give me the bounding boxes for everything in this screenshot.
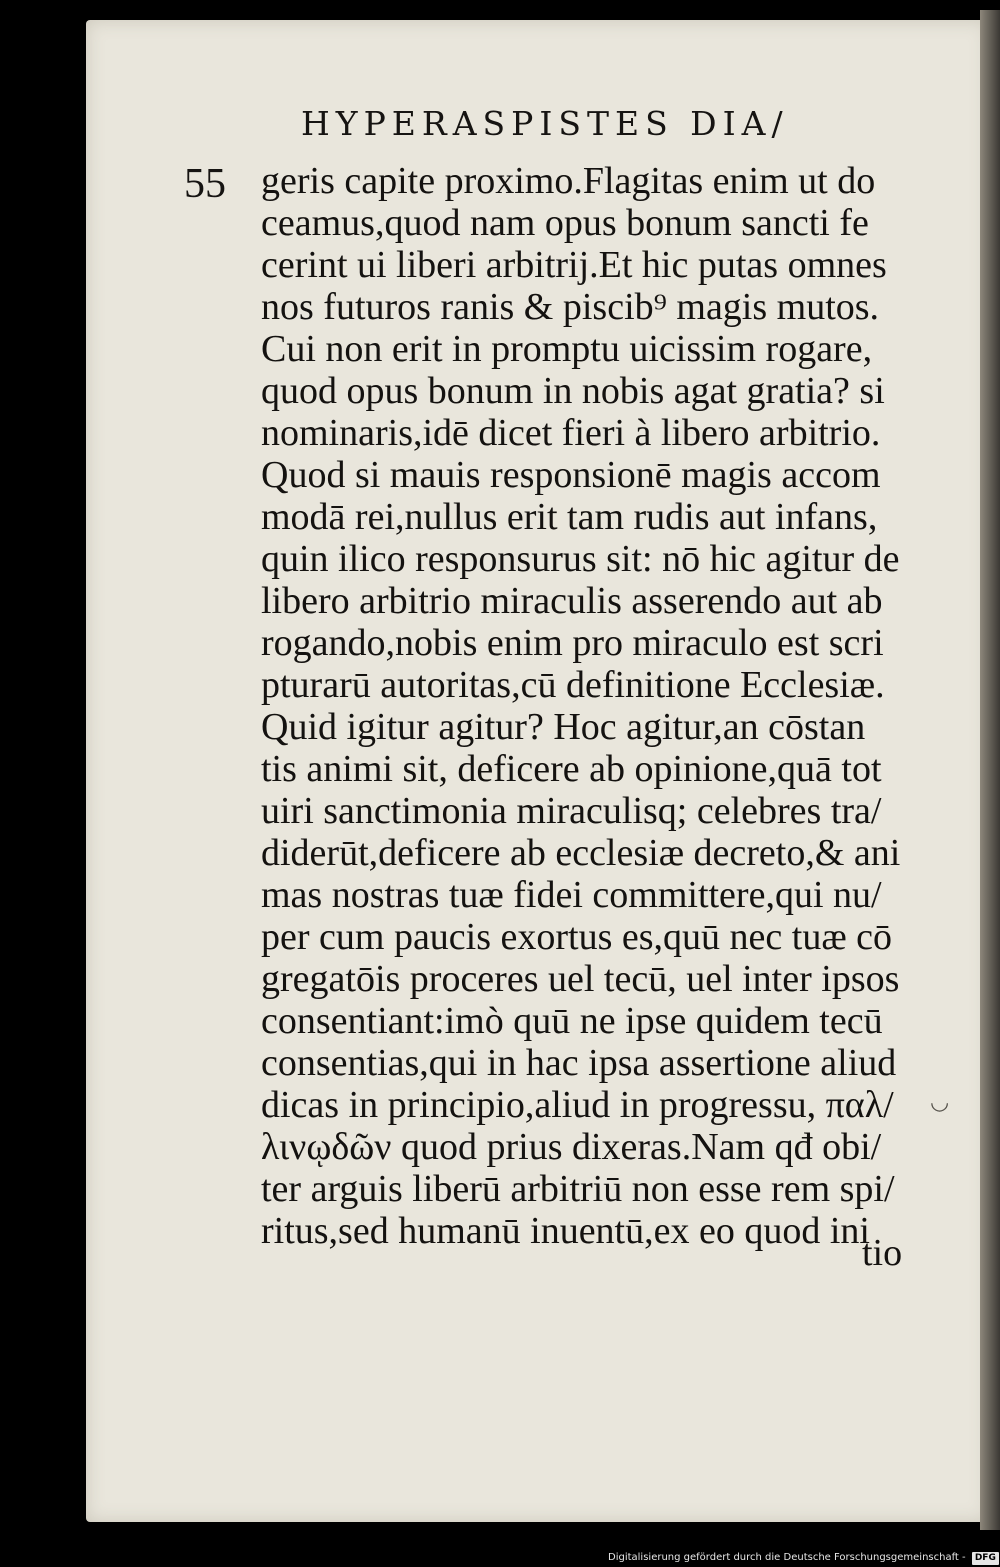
text-line: dicas in principio,aliud in progressu, παλ/ — [261, 1084, 894, 1126]
text-line: Cui non erit in promptu uicissim rogare, — [261, 328, 873, 370]
footer-credit-text: Digitalisierung gefördert durch die Deutsche Forschungsgemeinschaft - — [608, 1552, 966, 1563]
running-title: HYPERASPISTES DIA/ — [301, 104, 789, 143]
text-line: consentiant:imò quū ne ipse quidem tecū — [261, 1000, 883, 1042]
page-edge — [980, 10, 1000, 1530]
text-line: cerint ui liberi arbitrij.Et hic putas omnes — [261, 244, 887, 286]
text-line: nos futuros ranis & piscib⁹ magis mutos. — [261, 286, 880, 328]
footer-credit — [608, 1549, 1000, 1567]
text-line: tis animi sit, deficere ab opinione,quā tot — [261, 748, 882, 790]
text-line: quin ilico responsurus sit: nō hic agitur de — [261, 538, 900, 580]
text-line: uiri sanctimonia miraculisq; celebres tra/ — [261, 790, 882, 832]
catchword: tio — [862, 1232, 903, 1274]
text-line: ceamus,quod nam opus bonum sancti fe — [261, 202, 869, 244]
text-line: nominaris,idē dicet fieri à libero arbitrio. — [261, 412, 881, 454]
text-line: modā rei,nullus erit tam rudis aut infans, — [261, 496, 878, 538]
margin-mark-icon: ◡ — [930, 1090, 950, 1115]
text-body — [261, 160, 921, 1252]
text-line: per cum paucis exortus es,quū nec tuæ cō — [261, 916, 893, 958]
text-line: quod opus bonum in nobis agat gratia? si — [261, 370, 885, 412]
text-line: diderūt,deficere ab ecclesiæ decreto,& ani — [261, 832, 901, 874]
text-line: Quod si mauis responsionē magis accom — [261, 454, 881, 496]
text-line: consentias,qui in hac ipsa assertione aliud — [261, 1042, 897, 1084]
text-line: pturarū autoritas,cū definitione Ecclesiæ. — [261, 664, 885, 706]
dfg-logo: DFG — [972, 1552, 999, 1565]
text-line: geris capite proximo.Flagitas enim ut do — [261, 160, 876, 202]
text-line: libero arbitrio miraculis asserendo aut ab — [261, 580, 883, 622]
text-line: rogando,nobis enim pro miraculo est scri — [261, 622, 884, 664]
text-line: λινῳδῶν quod prius dixeras.Nam qđ obi/ — [261, 1126, 882, 1168]
text-line: mas nostras tuæ fidei committere,qui nu/ — [261, 874, 882, 916]
text-line: ritus,sed humanū inuentū,ex eo quod ini — [261, 1210, 870, 1252]
text-line: Quid igitur agitur? Hoc agitur,an cōstan — [261, 706, 866, 748]
text-line: gregatōis proceres uel tecū, uel inter ipsos — [261, 958, 900, 1000]
text-line: ter arguis liberū arbitriū non esse rem spi/ — [261, 1168, 895, 1210]
page-number: 55 — [184, 161, 226, 207]
